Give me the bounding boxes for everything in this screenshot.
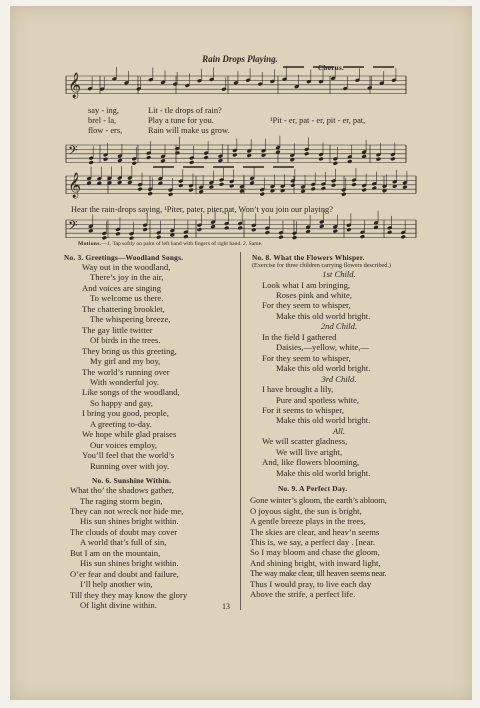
note-head xyxy=(341,192,346,197)
poem-line: Gone winter’s gloom, the earth’s abloom, xyxy=(250,495,387,506)
note-head xyxy=(249,181,254,186)
poem-line: I’ll help another win, xyxy=(80,579,153,590)
note-head xyxy=(319,224,324,229)
poem-line: Make this old world bright. xyxy=(276,415,371,426)
poem-line: Like songs of the woodland, xyxy=(82,387,180,398)
poem-line: O joyous sight, the sun is bright, xyxy=(250,505,362,516)
poem-line: We will live aright, xyxy=(276,446,343,457)
note-head xyxy=(229,184,234,189)
poem-line: We hope while glad praises xyxy=(82,429,177,440)
lyric-verse3-b: Rain will make us grow. xyxy=(148,126,230,135)
note-head xyxy=(102,236,107,241)
poem-line: For it seems to whisper, xyxy=(262,405,345,416)
note-head xyxy=(331,183,336,188)
note-head xyxy=(127,180,132,185)
poem-line: Roses pink and white, xyxy=(276,290,352,301)
lyric-verse1-b: Lit - tle drops of rain? xyxy=(148,106,222,115)
poem-line: A world that’s full of sin, xyxy=(80,537,167,548)
note-head xyxy=(251,227,256,232)
poem-line: Our voices employ, xyxy=(90,439,157,450)
song-title: Rain Drops Playing. xyxy=(202,54,278,64)
poem-line: The chattering brooklet, xyxy=(82,303,165,314)
note-head xyxy=(311,187,316,192)
note-head xyxy=(168,192,173,197)
poem-line: Make this old world bright. xyxy=(276,310,371,321)
poem-line: Above the strife, a perfect life. xyxy=(250,589,356,600)
note-head xyxy=(265,230,270,235)
section-heading: No. 3. Greetings—Woodland Songs. xyxy=(64,253,184,262)
poem-line: They can not wreck nor hide me, xyxy=(70,505,184,516)
poem-line: What tho’ the shadows gather, xyxy=(70,485,174,496)
note-head xyxy=(146,155,151,160)
lyric-chorus: ¹Pit - er, pat - er, pit - er, pat, xyxy=(270,116,366,125)
note-head xyxy=(188,188,193,193)
poem-line: A greeting to-day. xyxy=(90,418,152,429)
chorus-label: Chorus. xyxy=(318,64,345,72)
poem-line: For they seem to whisper, xyxy=(262,352,351,363)
note-head xyxy=(178,183,183,188)
note-head xyxy=(88,229,93,234)
note-head xyxy=(402,185,407,190)
poem-line: My girl and my boy, xyxy=(90,356,161,367)
section-heading: No. 6. Sunshine Within. xyxy=(92,476,172,486)
note-head xyxy=(88,160,93,165)
note-head xyxy=(333,229,338,234)
note-head xyxy=(361,188,366,193)
note-head xyxy=(203,155,208,160)
section-heading: No. 9. A Perfect Day. xyxy=(278,484,348,494)
poem-line: His sun shines bright within. xyxy=(80,558,179,569)
poem-line: To welcome us there. xyxy=(90,293,164,304)
poem-line: Daisies,—yellow, white,— xyxy=(276,342,370,353)
speaker-role: 1st Child. xyxy=(322,269,356,280)
poem-line: There’s joy in the air, xyxy=(90,272,164,283)
note-head xyxy=(400,235,405,240)
poem-line: Way out in the woodland, xyxy=(82,262,171,272)
note-head xyxy=(290,183,295,188)
note-head xyxy=(117,158,122,163)
poem-line: For they seem to whisper, xyxy=(262,300,351,311)
note-head xyxy=(209,185,214,190)
left-column xyxy=(64,253,239,611)
note-head xyxy=(175,151,180,156)
poem-line: The raging storm begin, xyxy=(80,495,163,506)
note-head xyxy=(183,234,188,239)
poem-line: I bring you good, people, xyxy=(82,408,169,419)
poem-line: The whispering breeze, xyxy=(90,314,171,325)
speaker-role: All. xyxy=(332,425,346,436)
poem-line: Running over with joy. xyxy=(90,460,170,471)
poem-line: His sun shines bright within. xyxy=(80,516,179,527)
note-head xyxy=(333,161,338,166)
note-head xyxy=(260,192,265,197)
note-head xyxy=(300,189,305,194)
note-head xyxy=(237,226,242,231)
motions-label: Motions. xyxy=(78,241,102,247)
page-number: 13 xyxy=(222,602,230,611)
note-head xyxy=(218,158,223,163)
speaker-role: 3rd Child. xyxy=(321,373,357,384)
note-head xyxy=(137,187,142,192)
poem-line: O’er fear and doubt and failure, xyxy=(70,568,179,579)
note-head xyxy=(292,235,297,240)
poem-line: And shining bright, with inward light, xyxy=(250,557,381,568)
note-head xyxy=(219,182,224,187)
note-head xyxy=(107,180,112,185)
lyric-verse2-b: Play a tune for you. xyxy=(148,116,214,125)
note-head xyxy=(360,234,365,239)
poem-line: Look what I am bringing, xyxy=(262,279,351,290)
note-head xyxy=(376,157,381,162)
poem-line: Of birds in the trees. xyxy=(90,335,161,346)
note-head xyxy=(197,227,202,232)
note-head xyxy=(115,232,120,237)
poem-line: Pure and spotless white, xyxy=(276,394,360,405)
note-head xyxy=(189,160,194,165)
poem-line: But I am on the mountain, xyxy=(70,547,161,558)
motions-text: —1. Tap softly on palm of left hand with fingers of right hand. 2. Same. xyxy=(101,241,263,247)
poem-line: You’ll feel that the world’s xyxy=(82,450,175,461)
lyric-verse1-a: say - ing, xyxy=(88,106,119,115)
poem-line: So I may bloom and chase the gloom, xyxy=(250,547,380,558)
note-head xyxy=(351,182,356,187)
note-head xyxy=(198,189,203,194)
note-head xyxy=(347,159,352,164)
poem-line: The world’s running over xyxy=(82,366,170,377)
note-head xyxy=(372,186,377,191)
section-heading: No. 8. What the Flowers Whisper. xyxy=(252,253,365,262)
note-head xyxy=(86,181,91,186)
treble-clef-icon: 𝄞 xyxy=(68,73,82,98)
poem-line: Make this old world bright. xyxy=(276,467,371,478)
note-head xyxy=(390,157,395,162)
note-head xyxy=(148,191,153,196)
right-column xyxy=(250,253,446,600)
poem-line: And voices are singing xyxy=(82,282,161,293)
poem-line: Thus I would pray, to live each day xyxy=(250,578,372,589)
poem-line: They bring us this greeting, xyxy=(82,345,177,356)
poem-line: I have brought a lily, xyxy=(262,384,334,395)
lyric-chorus-line: Hear the rain-drops saying, ¹Piter, pater, piter,pat, Won’t you join our playing? xyxy=(71,205,333,214)
note-head xyxy=(156,235,161,240)
note-head xyxy=(318,157,323,162)
poem-line: Till they they may know the glory xyxy=(70,589,188,600)
poem-line: This is, we say, a perfect day . [near. xyxy=(250,537,375,547)
note-head xyxy=(387,230,392,235)
poem-line: Of light divine within. xyxy=(80,600,157,611)
bass-clef-icon: 𝄢 xyxy=(68,143,78,161)
treble-clef-icon: 𝄞 xyxy=(68,173,82,198)
note-head xyxy=(210,224,215,229)
section-note: (Exercise for three children carrying flowers described.) xyxy=(252,262,391,269)
poem-line: The gay little twitter xyxy=(82,324,153,335)
note-head xyxy=(321,186,326,191)
note-head xyxy=(304,151,309,156)
poem-line: The skies are clear, and heav’n seems xyxy=(250,526,380,537)
poem-line: The way make clear, till heaven seems near. xyxy=(250,568,387,579)
note-head xyxy=(132,161,137,166)
poem-line: Make this old world bright. xyxy=(276,363,371,374)
motions-note xyxy=(78,241,262,247)
note-head xyxy=(103,157,108,162)
poem-line: With wonderful joy. xyxy=(90,376,160,387)
note-head xyxy=(224,226,229,231)
bass-clef-icon: 𝄢 xyxy=(68,218,78,236)
note-head xyxy=(346,227,351,232)
speaker-role: 2nd Child. xyxy=(320,321,358,332)
poem-line: The clouds of doubt may cover xyxy=(70,526,178,537)
column-divider xyxy=(240,252,241,610)
poem-line: A gentle breeze plays in the trees, xyxy=(250,516,366,527)
note-head xyxy=(117,180,122,185)
note-head xyxy=(129,236,134,241)
lyric-verse3-a: flow - ers, xyxy=(88,126,123,135)
note-head xyxy=(232,153,237,158)
poem-line: So happy and gay, xyxy=(90,397,153,408)
poem-line: And, like flowers blooming, xyxy=(262,457,360,468)
lyric-verse2-a: brel - la, xyxy=(88,116,117,125)
poem-line: We will scatter gladness, xyxy=(262,436,348,447)
note-head xyxy=(142,227,147,232)
poem-line: In the field I gathered xyxy=(262,331,337,342)
note-head xyxy=(278,235,283,240)
